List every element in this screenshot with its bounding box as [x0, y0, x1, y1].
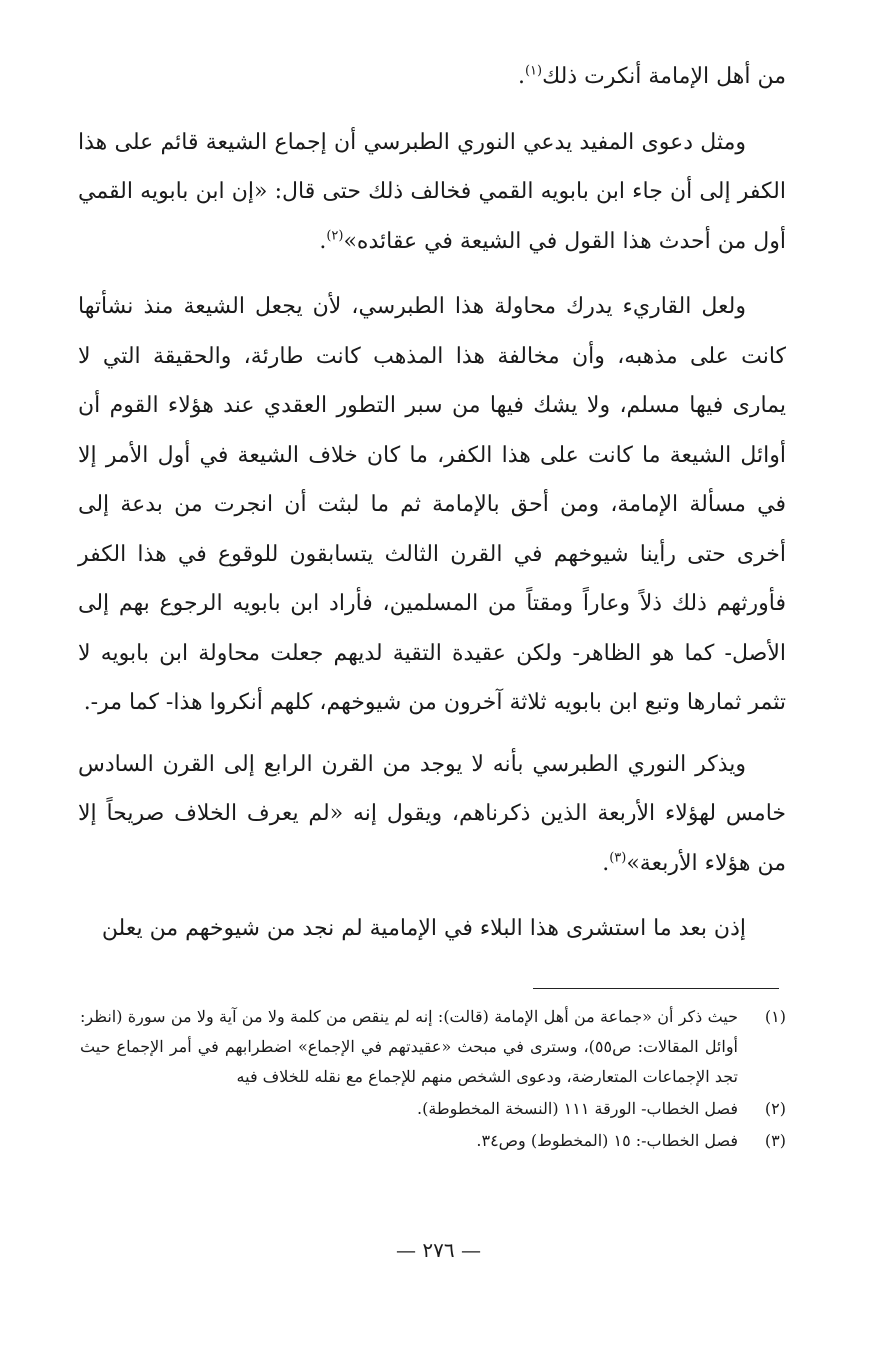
footnote-text: فصل الخطاب- الورقة ١١١ (النسخة المخطوطة).	[416, 1099, 738, 1118]
footnote-1	[80, 1002, 786, 1092]
paragraph-text: إذن بعد ما استشرى هذا البلاء في الإمامية لم نجد من شيوخهم من يعلن	[101, 916, 746, 941]
footnote-ref: (٢)	[326, 228, 344, 244]
footnote-ref: (٣)	[609, 850, 627, 866]
main-text	[78, 52, 786, 954]
footnote-text: حيث ذكر أن «جماعة من أهل الإمامة (قالت): إنه لم ينقص من كلمة ولا من آية ولا من سورة (انظر: أوائل المقالات: ص٥٥)، وسترى في مبحث «عقيدتهم في الإجماع» اضطرابهم في أمر الإجماع حيث تجد الإجماعات المتعارضة، ودعوى الشخص منهم للإجماع مع نقله للخلاف فيه	[80, 1007, 739, 1086]
footnote-2	[80, 1094, 786, 1124]
paragraph-text: ومثل دعوى المفيد يدعي النوري الطبرسي أن إجماع الشيعة قائم على هذا الكفر إلى أن جاء ابن بابويه القمي فخالف ذلك حتى قال: «إن ابن بابويه القمي أول من أحدث هذا القول في الشيعة في عقائده»	[78, 129, 786, 254]
paragraph-text: ويذكر النوري الطبرسي بأنه لا يوجد من القرن الرابع إلى القرن السادس خامس لهؤلاء الأربعة الذين ذكرناهم، ويقول إنه «لم يعرف الخلاف صريحاً إلا من هؤلاء الأربعة»	[78, 751, 786, 876]
footnote-divider	[533, 988, 779, 989]
footnote-number: (٣)	[764, 1131, 786, 1150]
paragraph-text: من أهل الإمامة أنكرت ذلك	[542, 64, 786, 89]
page-number: — ٢٧٦ —	[396, 1238, 481, 1262]
paragraph-1	[78, 52, 786, 102]
paragraph-2	[78, 118, 786, 267]
footnotes	[80, 1002, 786, 1158]
footnote-3	[80, 1126, 786, 1156]
paragraph-5	[78, 904, 786, 954]
paragraph-3	[78, 282, 786, 728]
paragraph-4	[78, 740, 786, 889]
footnote-number: (١)	[764, 1007, 786, 1026]
paragraph-tail: .	[602, 850, 610, 876]
footnote-text: فصل الخطاب-: ١٥ (المخطوط) وص٣٤.	[476, 1131, 738, 1150]
paragraph-tail: .	[517, 64, 525, 89]
footnote-number: (٢)	[764, 1099, 786, 1118]
paragraph-text: ولعل القاريء يدرك محاولة هذا الطبرسي، لأن يجعل الشيعة منذ نشأتها كانت على مذهبه، وأن مخالفة هذا المذهب كانت طارئة، والحقيقة التي لا يمارى فيها مسلم، ولا يشك فيها من سبر التطور العقدي عند هؤلاء القوم أن أوائل الشيعة ما كانت على هذا الكفر، ما كان خلاف الشيعة في أول الأمر إلا في مسألة الإمامة، ومن أحق بالإمامة ثم ما لبثت أن انجرت من بدعة إلى أخرى حتى رأينا شيوخهم في القرن الثالث يتسابقون للوقوع في هذا الكفر فأورثهم ذلك ذلاً وعاراً ومقتاً من المسلمين، فأراد ابن بابويه الرجوع بهم إلى الأصل- كما هو الظاهر- ولكن عقيدة التقية لديهم جعلت محاولة ابن بابويه لا تثمر ثمارها وتبع ابن بابويه ثلاثة آخرون من شيوخهم، كلهم أنكروا هذا- كما مر-.	[78, 294, 787, 715]
paragraph-tail: .	[319, 228, 327, 254]
footnote-ref: (١)	[524, 63, 543, 79]
